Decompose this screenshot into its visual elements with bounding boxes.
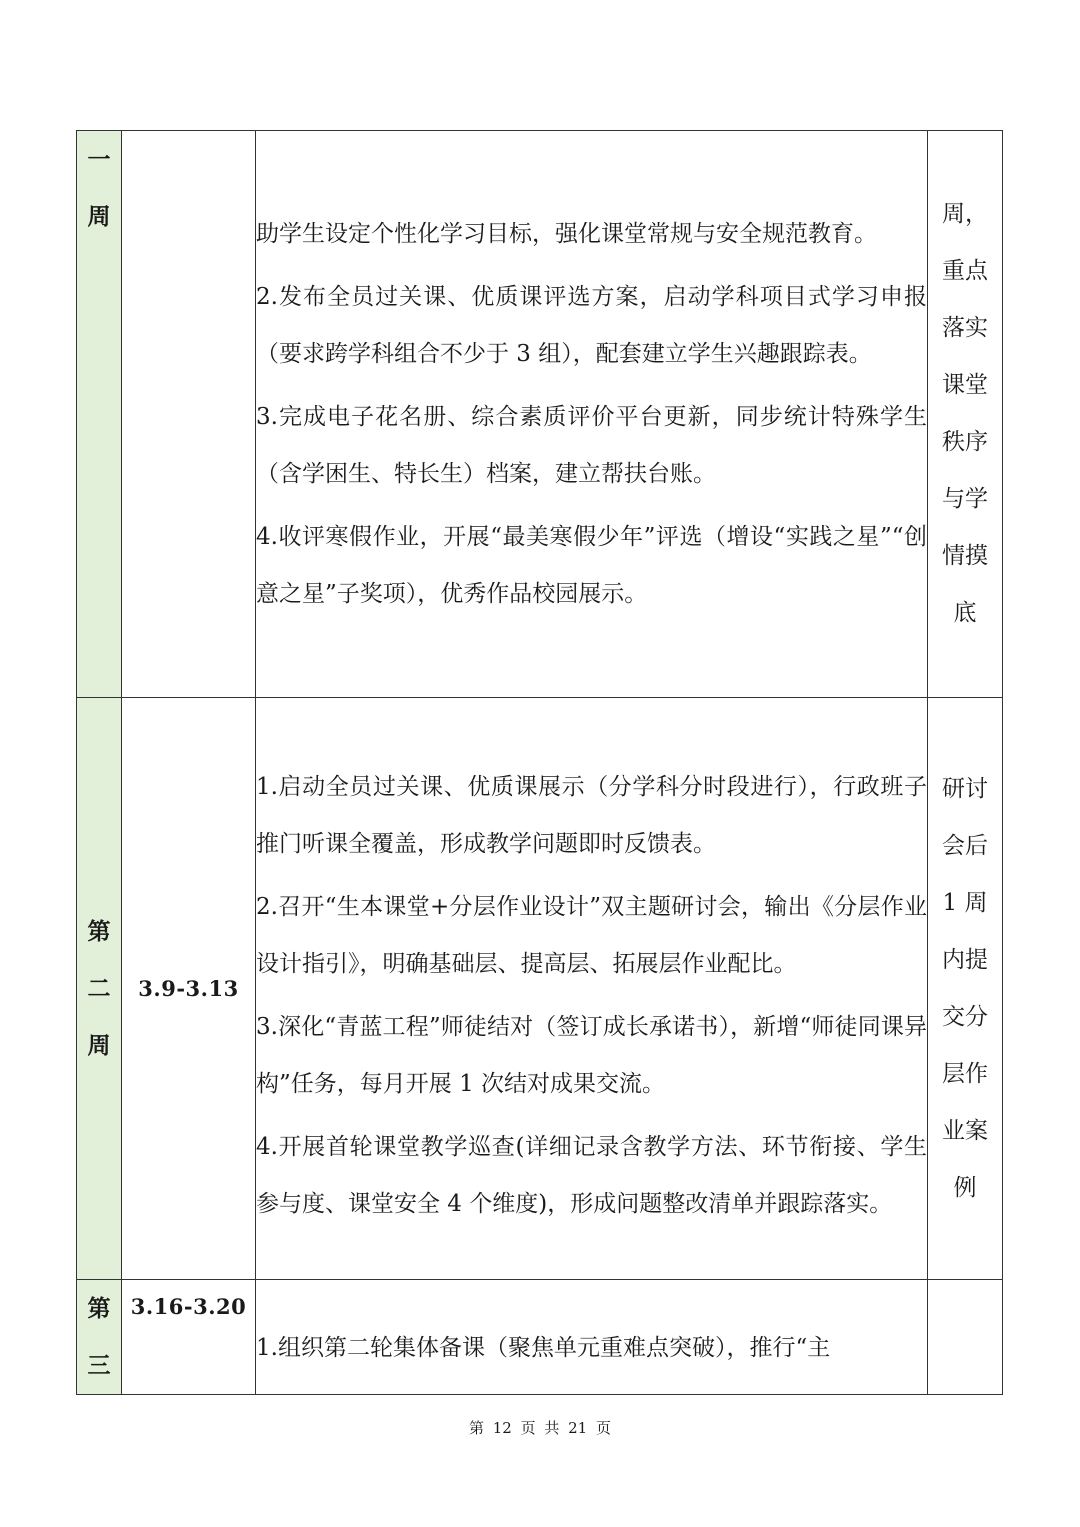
plan-item: 3.深化“青蓝工程”师徒结对（签订成长承诺书），新增“师徒同课异构”任务，每月开展 1 次结对成果交流。 <box>256 1013 927 1097</box>
date-cell <box>122 1280 256 1395</box>
table-row <box>77 131 1003 698</box>
date-cell <box>122 131 256 698</box>
weekly-plan-table <box>76 130 1003 1395</box>
week-label: 第二周 <box>87 918 111 1059</box>
note-text: 研讨会后 1 周内提交分层作业案例 <box>942 775 988 1201</box>
table-row <box>77 1280 1003 1395</box>
week-label: 一周 <box>87 146 111 230</box>
plan-item: 2.发布全员过关课、优质课评选方案，启动学科项目式学习申报（要求跨学科组合不少于 3 组），配套建立学生兴趣跟踪表。 <box>256 283 927 367</box>
page-footer: 第 12 页 共 21 页 <box>468 1419 611 1437</box>
content-cell <box>256 1280 928 1395</box>
date-range: 3.9-3.13 <box>138 976 239 1001</box>
content-cell <box>256 698 928 1280</box>
week-label: 第三 <box>87 1295 111 1379</box>
plan-item: 3.完成电子花名册、综合素质评价平台更新，同步统计特殊学生（含学困生、特长生）档案，建立帮扶台账。 <box>256 403 927 487</box>
note-cell <box>928 131 1003 698</box>
plan-item: 助学生设定个性化学习目标，强化课堂常规与安全规范教育。 <box>256 220 877 247</box>
table-row <box>77 698 1003 1280</box>
plan-item: 4.开展首轮课堂教学巡查(详细记录含教学方法、环节衔接、学生参与度、课堂安全 4 个维度)，形成问题整改清单并跟踪落实。 <box>256 1133 927 1217</box>
plan-item: 4.收评寒假作业，开展“最美寒假少年”评选（增设“实践之星”“创意之星”子奖项），优秀作品校园展示。 <box>256 523 927 607</box>
content-cell <box>256 131 928 698</box>
plan-item: 1.组织第二轮集体备课（聚焦单元重难点突破），推行“主 <box>256 1334 831 1361</box>
week-cell <box>77 698 122 1280</box>
note-cell <box>928 698 1003 1280</box>
note-cell <box>928 1280 1003 1395</box>
plan-item: 1.启动全员过关课、优质课展示（分学科分时段进行），行政班子推门听课全覆盖，形成教学问题即时反馈表。 <box>256 773 927 857</box>
note-text: 周，重点落实课堂秩序与学情摸底 <box>942 201 988 626</box>
plan-item: 2.召开“生本课堂+分层作业设计”双主题研讨会，输出《分层作业设计指引》，明确基础层、提高层、拓展层作业配比。 <box>256 893 927 977</box>
date-cell <box>122 698 256 1280</box>
week-cell <box>77 131 122 698</box>
date-range: 3.16-3.20 <box>130 1294 247 1319</box>
week-cell <box>77 1280 122 1395</box>
